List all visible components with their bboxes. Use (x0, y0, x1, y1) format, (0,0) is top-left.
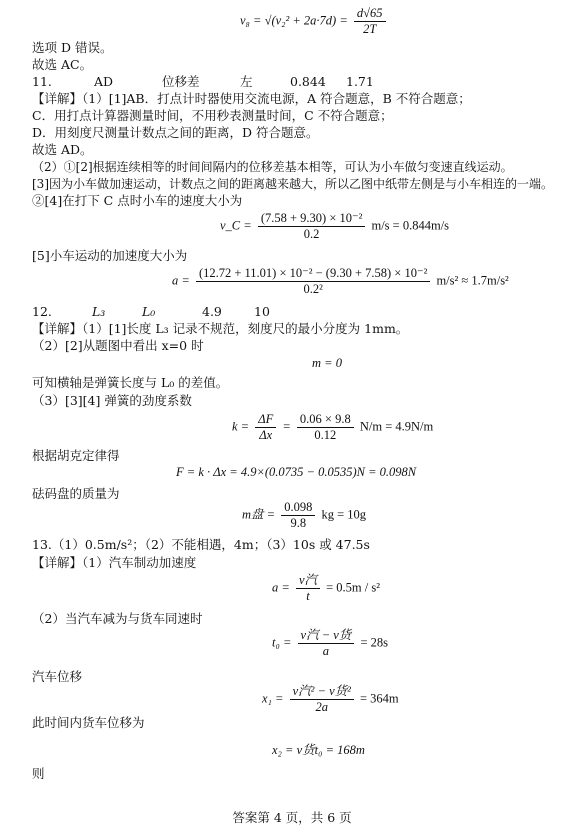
formula-x1 (262, 684, 399, 715)
formula-x2: x₂ = v货t₀ = 168m (272, 743, 365, 757)
formula-x1-den: 2a (315, 700, 328, 714)
formula-k-fraction-2 (297, 412, 354, 443)
formula-t0-right: = 28s (360, 635, 388, 650)
q11-detail-4: ②[4]在打下 C 点时小车的速度大小为 (32, 193, 243, 208)
formula-a2-num: v汽 (296, 573, 320, 589)
formula-t0-den: a (322, 644, 330, 658)
formula-t0-fraction (298, 628, 355, 659)
formula-t0-num: v汽 − v货 (298, 628, 355, 644)
formula-mpan-right: kg = 10g (321, 507, 367, 522)
q12-detail-3: 可知横轴是弹簧长度与 L₀ 的差值。 (32, 375, 229, 390)
q12-detail-2: （2）[2]从题图中看出 x=0 时 (32, 338, 204, 353)
formula-a2 (272, 573, 380, 604)
q12-detail-1: 【详解】（1）[1]长度 L₃ 记录不规范，刻度尺的最小分度为 1mm。 (32, 321, 409, 336)
q11-detail-2: （2）①[2]根据连续相等的时间间隔内的位移差基本相等，可认为小车做匀变速直线运动。 (32, 160, 513, 174)
formula-mpan-den: 9.8 (290, 516, 307, 530)
q12-detail-6: 砝码盘的质量为 (32, 486, 120, 501)
q12-answer-row (32, 304, 270, 320)
formula-v8-fraction (354, 6, 386, 37)
q11-answer-4: 0.844 (290, 74, 326, 89)
formula-v8-num: d√65 (354, 6, 386, 22)
formula-x1-left: x₁ = (262, 691, 284, 706)
formula-m0: m = 0 (312, 356, 342, 370)
q11-answer-2: 位移差 (162, 74, 200, 89)
q12-answer-1: L₃ (92, 304, 106, 319)
formula-vc-num: (7.58 + 9.30) × 10⁻² (258, 211, 366, 227)
formula-vc-den: 0.2 (303, 227, 320, 241)
formula-vc-right: m/s = 0.844m/s (371, 218, 450, 233)
q11-number: 11. (32, 74, 52, 89)
formula-x1-num: v汽² − v货² (290, 684, 354, 700)
formula-a-fraction (196, 266, 430, 297)
q11-detail-d: D．用刻度尺测量计数点之间的距离，D 符合题意。 (32, 125, 319, 140)
q12-detail-4: （3）[3][4] 弹簧的劲度系数 (32, 393, 192, 408)
formula-x1-fraction (290, 684, 354, 715)
q12-answer-4: 10 (254, 304, 270, 319)
formula-k-den-1: Δx (259, 428, 273, 442)
formula-mpan-fraction (281, 500, 315, 531)
q11-detail-3: [3]因为小车做加速运动，计数点之间的距离越来越大，所以乙图中纸带左侧是与小车相连的一端。 (32, 177, 554, 191)
formula-a2-left: a = (272, 580, 290, 595)
q11-detail-c: C．用打点计算器测量时间，不用秒表测量时间，C 不符合题意； (32, 108, 393, 123)
formula-vc-fraction (258, 211, 366, 242)
q12-detail-5: 根据胡克定律得 (32, 448, 120, 463)
q12-answer-2: L₀ (142, 304, 156, 319)
formula-a-num: (12.72 + 11.01) × 10⁻² − (9.30 + 7.58) × 10⁻² (196, 266, 430, 282)
q13-detail-3: 汽车位移 (32, 669, 83, 684)
formula-a2-right: = 0.5m / s² (326, 580, 380, 595)
q13-detail-1: 【详解】（1）汽车制动加速度 (32, 555, 197, 570)
q13-detail-4: 此时间内货车位移为 (32, 715, 145, 730)
q12-answer-3: 4.9 (202, 304, 222, 319)
formula-hooke: F = k · Δx = 4.9×(0.0735 − 0.0535)N = 0.098N (176, 465, 417, 479)
q11-answer-1: AD (94, 74, 114, 89)
text-option-d-wrong: 选项 D 错误。 (32, 40, 113, 55)
formula-a2-den: t (306, 589, 310, 603)
q11-answer-5: 1.71 (346, 74, 374, 89)
formula-k-left: k = (232, 419, 250, 434)
formula-vc-left: v_C = (220, 218, 252, 233)
q11-answer-row (32, 74, 374, 90)
formula-k-right: N/m = 4.9N/m (359, 419, 434, 434)
formula-a (172, 266, 509, 297)
formula-vc (220, 211, 449, 242)
q12-number: 12. (32, 304, 52, 319)
page-footer: 答案第 4 页，共 6 页 (232, 810, 352, 825)
formula-k: k = $\frac{\Delta F}{\Delta x}$ = $\frac{0.06 \times 9.8}{0.12}$ N/m = 4.9N/m (232, 412, 434, 442)
q11-answer-3: 左 (240, 74, 253, 89)
formula-mpan (242, 500, 366, 531)
formula-v8-left: v₈ = √(v₂² + 2a·7d) = (240, 13, 348, 28)
formula-mpan-num: 0.098 (281, 500, 315, 516)
formula-mpan-left: m盘 = (242, 507, 276, 522)
formula-x1-right: = 364m (360, 691, 399, 706)
formula-k-den-2: 0.12 (314, 428, 337, 442)
q13-detail-2: （2）当汽车减为与货车同速时 (32, 611, 203, 626)
formula-a2-fraction (296, 573, 320, 604)
q11-choose-ad: 故选 AD。 (32, 142, 93, 157)
q13-detail-5: 则 (32, 766, 45, 781)
formula-v8 (240, 6, 389, 37)
formula-v8-den: 2T (363, 22, 377, 36)
formula-k-fraction-1 (255, 412, 276, 443)
formula-a-right: m/s² ≈ 1.7m/s² (436, 273, 509, 288)
q11-detail-5: [5]小车运动的加速度大小为 (32, 248, 188, 263)
formula-k-num-1: ΔF (255, 412, 276, 428)
text-choose-ac: 故选 AC。 (32, 57, 93, 72)
q13-answer-row: 13.（1）0.5m/s²；（2）不能相遇，4m；（3）10s 或 47.5s (32, 537, 370, 552)
q11-detail-1: 【详解】（1）[1]AB．打点计时器使用交流电源，A 符合题意，B 不符合题意； (32, 91, 471, 106)
formula-t0 (272, 628, 388, 659)
formula-t0-left: t₀ = (272, 635, 292, 650)
formula-a-left: a = (172, 273, 190, 288)
formula-k-num-2: 0.06 × 9.8 (297, 412, 354, 428)
formula-a-den: 0.2² (303, 282, 323, 296)
